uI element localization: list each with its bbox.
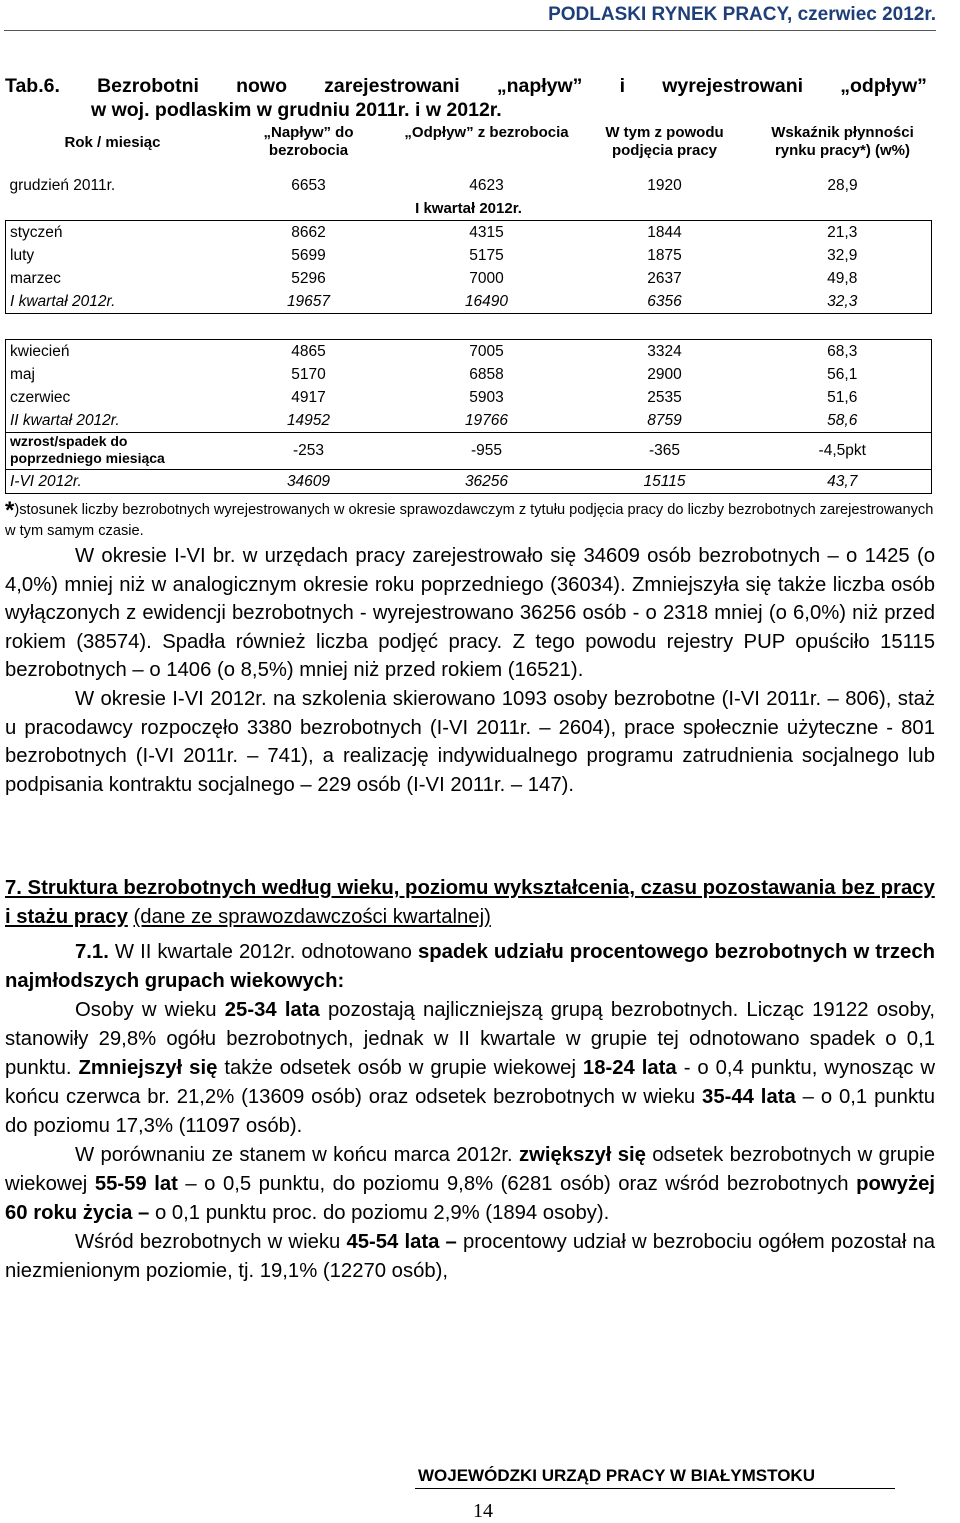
table-total-row (6, 470, 932, 494)
cell-value: 4865 (220, 340, 398, 364)
subsection-text: W II kwartale 2012r. odnotowano (114, 941, 412, 963)
section-header-row (6, 197, 932, 221)
row-label: marzec (6, 267, 220, 290)
cell-value: 15115 (576, 470, 754, 494)
cell-value: 19766 (464, 411, 509, 429)
title-word: „napływ” (496, 75, 583, 97)
bold-text-run: Zmniejszył się (78, 1057, 218, 1079)
title-word: nowo (236, 75, 287, 97)
cell-value: 5699 (291, 246, 326, 264)
cell-value: 5170 (291, 365, 326, 383)
column-header: W tym z powodu podjęcia pracy (605, 124, 724, 159)
table-row (6, 363, 932, 386)
bold-text-run: 18-24 lata (582, 1057, 677, 1079)
table-row (6, 244, 932, 267)
table-title-line-1 (5, 74, 927, 98)
row-label: wzrost/spadek do poprzedniego miesiąca (6, 433, 220, 470)
row-label: maj (6, 363, 220, 386)
row-label: kwiecień (6, 340, 220, 364)
cell-value: 3324 (576, 340, 754, 364)
page-number: 14 (473, 1500, 493, 1522)
bold-text-run: 25-34 lata (224, 999, 320, 1021)
cell-value: 2900 (647, 365, 682, 383)
cell-value: 21,3 (754, 221, 932, 245)
bold-text-run: 45-54 lata – (346, 1231, 457, 1253)
subsection-number: 7.1. (75, 941, 109, 963)
row-label: czerwiec (6, 386, 220, 409)
table-title (5, 74, 927, 122)
bold-text-run: 55-59 lat (94, 1173, 178, 1195)
cell-value: 7005 (398, 340, 576, 364)
title-word: „odpływ” (840, 75, 927, 97)
cell-value: 4623 (469, 176, 504, 194)
cell-value: 49,8 (754, 267, 932, 290)
row-label: I kwartał 2012r. (6, 290, 220, 314)
cell-value: 8759 (647, 411, 682, 429)
bold-text-run: zwiększył się (518, 1144, 646, 1166)
section-heading-title: 7. Struktura bezrobotnych według wieku, poziomu wykształcenia, czasu pozostawania bez pracy i stażu pracy (5, 877, 935, 928)
cell-value: 4917 (291, 388, 326, 406)
footer-divider (415, 1488, 895, 1489)
table-title-line-2: w woj. podlaskim w grudniu 2011r. i w 2012r. (91, 99, 502, 121)
title-word: i (619, 75, 626, 97)
cell-value: 6858 (469, 365, 504, 383)
row-label: grudzień 2011r. (9, 176, 116, 194)
cell-value: 43,7 (754, 470, 932, 494)
cell-value: 1875 (647, 246, 682, 264)
spacer-row (6, 314, 932, 340)
subsection-7-1 (5, 938, 935, 996)
text-run: o 0,1 punktu proc. do poziomu 2,9% (1894 osoby). (154, 1202, 610, 1224)
paragraph-45-54 (5, 1228, 935, 1286)
cell-value: -955 (398, 433, 576, 470)
header-divider (4, 30, 936, 31)
paragraph-activation: W okresie I-VI 2012r. na szkolenia skierowano 1093 osoby bezrobotne (I-VI 2011r. – 806), staż u pracodawcy rozpoczęło 3380 bezrobotnych (I-VI 2011r. – 2604), prace społecznie użyteczne - 801 bezrobotnych (I-VI 2011r. – 741), a realizację indywidualnego programu zatrudnienia socjalnego lub podpisania kontraktu socjalnego – 229 osób (I-VI 2011r. – 147). (5, 687, 935, 796)
footnote-star: * (5, 497, 15, 524)
row-label: I-VI 2012r. (6, 470, 220, 494)
cell-value: 4315 (398, 221, 576, 245)
footer-organization: WOJEWÓDZKI URZĄD PRACY W BIAŁYMSTOKU (418, 1466, 815, 1485)
cell-value: 6356 (576, 290, 754, 314)
cell-value: 32,3 (754, 290, 932, 314)
title-word: Bezrobotni (97, 75, 199, 97)
cell-value: 14952 (286, 411, 331, 429)
cell-value: 5296 (291, 269, 326, 287)
footnote-text: )stosunek liczby bezrobotnych wyrejestrowanych w okresie sprawozdawczym z tytułu podjęcia pracy do liczby bezrobotnych zarejestrowanych w tym samym czasie. (5, 502, 934, 539)
paragraph-25-34 (5, 996, 935, 1141)
cell-value: 8662 (220, 221, 398, 245)
summary-paragraphs (5, 542, 935, 799)
text-run: także odsetek osób w grupie wiekowej (224, 1057, 576, 1079)
title-word: zarejestrowani (324, 75, 460, 97)
table-total-row (6, 290, 932, 314)
row-label: luty (6, 244, 220, 267)
cell-value: 16490 (398, 290, 576, 314)
table-footnote (5, 497, 935, 541)
cell-value: 36256 (398, 470, 576, 494)
table-row (6, 340, 932, 364)
text-run: Wśród bezrobotnych w wieku (75, 1231, 341, 1253)
bold-text-run: powyżej 60 roku życia – (5, 1173, 935, 1224)
title-word: wyrejestrowani (662, 75, 804, 97)
cell-value: 32,9 (754, 244, 932, 267)
cell-value: 19657 (220, 290, 398, 314)
text-run: odsetek bezrobotnych w grupie wiekowej (5, 1144, 935, 1195)
cell-value: 5903 (469, 388, 504, 406)
table-row (6, 221, 932, 245)
table-header-row (6, 124, 932, 174)
column-header: „Odpływ” z bezrobocia (404, 124, 569, 141)
text-run: Osoby w wieku (75, 999, 217, 1021)
text-run: pozostają najliczniejszą grupą bezrobotnych. Licząc 19122 osoby, stanowiły 29,8% ogółu bezrobotnych, jednak w II kwartale w grupie tej odnotowano spadek o 0,1 punktu. (5, 999, 935, 1079)
cell-value: 2637 (647, 269, 682, 287)
cell-value: -253 (220, 433, 398, 470)
bold-text-run: 35-44 lata (702, 1086, 796, 1108)
cell-value: 2535 (647, 388, 682, 406)
unemployment-flow-table (5, 124, 932, 494)
row-label: II kwartał 2012r. (6, 409, 220, 433)
table-row (6, 386, 932, 409)
cell-value: -365 (576, 433, 754, 470)
cell-value: 56,1 (754, 363, 932, 386)
section-7 (5, 874, 935, 1286)
cell-value: 34609 (220, 470, 398, 494)
row-label: styczeń (6, 221, 220, 245)
page-header-title: PODLASKI RYNEK PRACY, czerwiec 2012r. (548, 4, 936, 25)
text-run: W porównaniu ze stanem w końcu marca 2012r. (75, 1144, 513, 1166)
text-run: - o 0,4 punktu, wynosząc w końcu czerwca br. 21,2% (13609 osób) oraz odsetek bezrobotnych w wieku (5, 1057, 935, 1108)
table-change-row (6, 433, 932, 470)
cell-value: 5175 (469, 246, 504, 264)
section-heading (5, 874, 935, 932)
table-total-row (6, 409, 932, 433)
cell-value: 68,3 (754, 340, 932, 364)
column-header: Rok / miesiąc (64, 134, 161, 151)
quarter-section-header: I kwartał 2012r. (415, 200, 522, 217)
cell-value: 28,9 (827, 176, 858, 194)
cell-value: 58,6 (754, 409, 932, 433)
text-run: – o 0,5 punktu, do poziomu 9,8% (6281 osób) oraz wśród bezrobotnych (185, 1173, 849, 1195)
text-run: procentowy udział w bezrobociu ogółem pozostał na niezmienionym poziomie, tj. 19,1% (12270 osób), (5, 1231, 936, 1282)
cell-value: 7000 (469, 269, 504, 287)
cell-value: 1920 (647, 176, 682, 194)
section-heading-note: (dane ze sprawozdawczości kwartalnej) (133, 906, 491, 928)
column-header: Wskaźnik płynności rynku pracy*) (w%) (771, 124, 914, 159)
text-run: – o 0,1 punktu do poziomu 17,3% (11097 osób). (5, 1086, 935, 1137)
title-word: Tab.6. (5, 75, 60, 97)
paragraph-comparison (5, 1141, 935, 1228)
cell-value: -4,5pkt (754, 433, 932, 470)
cell-value: 6653 (291, 176, 326, 194)
table-row (6, 267, 932, 290)
table-row (6, 174, 932, 197)
cell-value: 51,6 (754, 386, 932, 409)
cell-value: 1844 (576, 221, 754, 245)
subsection-bold-text: spadek udziału procentowego bezrobotnych w trzech najmłodszych grupach wiekowych: (5, 941, 936, 992)
paragraph-registrations: W okresie I-VI br. w urzędach pracy zarejestrowało się 34609 osób bezrobotnych – o 1425 (o 4,0%) mniej niż w analogicznym okresie roku poprzedniego (36034). Zmniejszyła się także liczba osób wyłączonych z ewidencji bezrobotnych - wyrejestrowano 36256 osób - o 2318 mniej (o 6,0%) niż przed rokiem (38574). Spadła również liczba podjęć pracy. Z tego powodu rejestry PUP opuściło 15115 bezrobotnych – o 1406 (o 8,5%) mniej niż przed rokiem (16521). (5, 545, 935, 682)
column-header: „Napływ” do bezrobocia (263, 124, 354, 159)
